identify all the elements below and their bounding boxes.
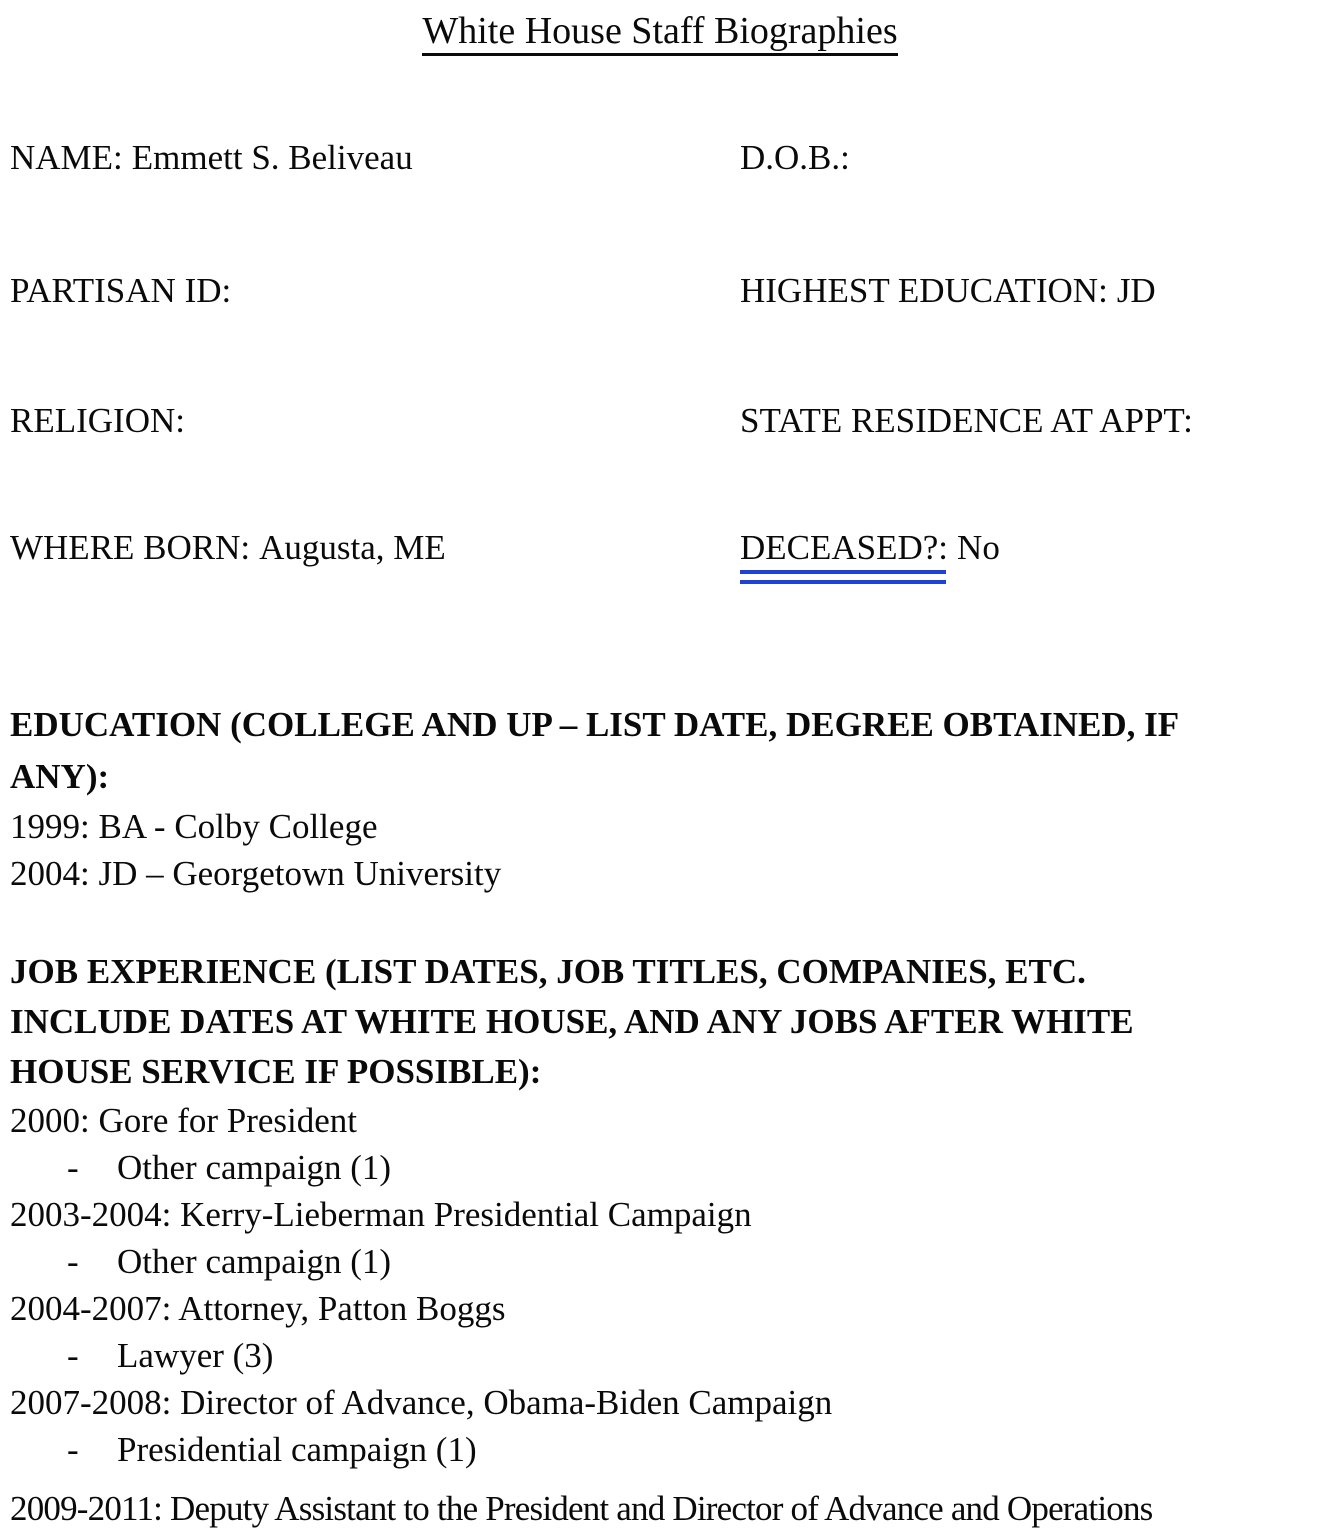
job-experience-section-heading	[10, 947, 1310, 1097]
job-heading-line-2: INCLUDE DATES AT WHITE HOUSE, AND ANY JOBS AFTER WHITE	[10, 1002, 1134, 1041]
field-deceased	[740, 524, 1310, 572]
document-title: White House Staff Biographies	[422, 10, 897, 56]
field-row-religion-residence	[10, 397, 1310, 445]
education-entry: 1999: BA - Colby College	[10, 807, 378, 846]
education-section-heading	[10, 699, 1310, 803]
dash-bullet: -	[67, 1242, 79, 1281]
field-dob	[740, 134, 1310, 182]
job-entry-title: 2007-2008: Director of Advance, Obama-Biden Campaign	[10, 1383, 833, 1422]
field-religion	[10, 397, 740, 445]
highest-education-value: JD	[1116, 271, 1156, 310]
dash-bullet: -	[67, 1430, 79, 1469]
job-heading-line-1: JOB EXPERIENCE (LIST DATES, JOB TITLES, COMPANIES, ETC.	[10, 952, 1086, 991]
field-name	[10, 134, 740, 182]
field-row-name-dob	[10, 134, 1310, 182]
field-partisan-id	[10, 267, 740, 315]
job-entry-title: 2000: Gore for President	[10, 1101, 358, 1140]
dash-bullet: -	[67, 1148, 79, 1187]
name-label: NAME:	[10, 138, 123, 177]
job-entry-category-row	[10, 1426, 1310, 1473]
education-heading-line-2: ANY):	[10, 757, 110, 796]
partisan-id-label: PARTISAN ID:	[10, 271, 232, 310]
state-residence-label: STATE RESIDENCE AT APPT:	[740, 401, 1193, 440]
job-entry-continuation: 2009-2011: Deputy Assistant to the President and Director of Advance and Operations	[10, 1489, 1153, 1528]
job-experience-entries	[10, 1097, 1310, 1473]
education-heading-line-1: EDUCATION (COLLEGE AND UP – LIST DATE, DEGREE OBTAINED, IF	[10, 705, 1180, 744]
job-heading-line-3: HOUSE SERVICE IF POSSIBLE):	[10, 1052, 542, 1091]
field-highest-education	[740, 267, 1310, 315]
where-born-value: Augusta, ME	[259, 528, 446, 567]
where-born-label: WHERE BORN:	[10, 528, 251, 567]
job-entry-category: Other campaign (1)	[117, 1148, 392, 1187]
dash-bullet: -	[67, 1336, 79, 1375]
job-entry-category: Other campaign (1)	[117, 1242, 392, 1281]
job-entry-category: Lawyer (3)	[117, 1336, 274, 1375]
highest-education-label: HIGHEST EDUCATION:	[740, 271, 1108, 310]
job-entry-title: 2003-2004: Kerry-Lieberman Presidential Campaign	[10, 1195, 752, 1234]
job-entry-title: 2004-2007: Attorney, Patton Boggs	[10, 1289, 506, 1328]
dob-label: D.O.B.:	[740, 138, 850, 177]
job-entry-category-row	[10, 1144, 1310, 1191]
religion-label: RELIGION:	[10, 401, 185, 440]
field-row-partisan-education	[10, 267, 1310, 315]
education-entry: 2004: JD – Georgetown University	[10, 854, 502, 893]
job-entry-category-row	[10, 1238, 1310, 1285]
deceased-value: No	[957, 528, 1000, 567]
name-value: Emmett S. Beliveau	[131, 138, 413, 177]
document-title-row	[10, 6, 1310, 56]
field-where-born	[10, 524, 740, 572]
education-entries	[10, 803, 1310, 897]
job-entry-category: Presidential campaign (1)	[117, 1430, 477, 1469]
field-state-residence	[740, 397, 1310, 445]
field-row-born-deceased	[10, 524, 1310, 572]
job-entry-category-row	[10, 1332, 1310, 1379]
deceased-label: DECEASED?:	[740, 524, 948, 572]
